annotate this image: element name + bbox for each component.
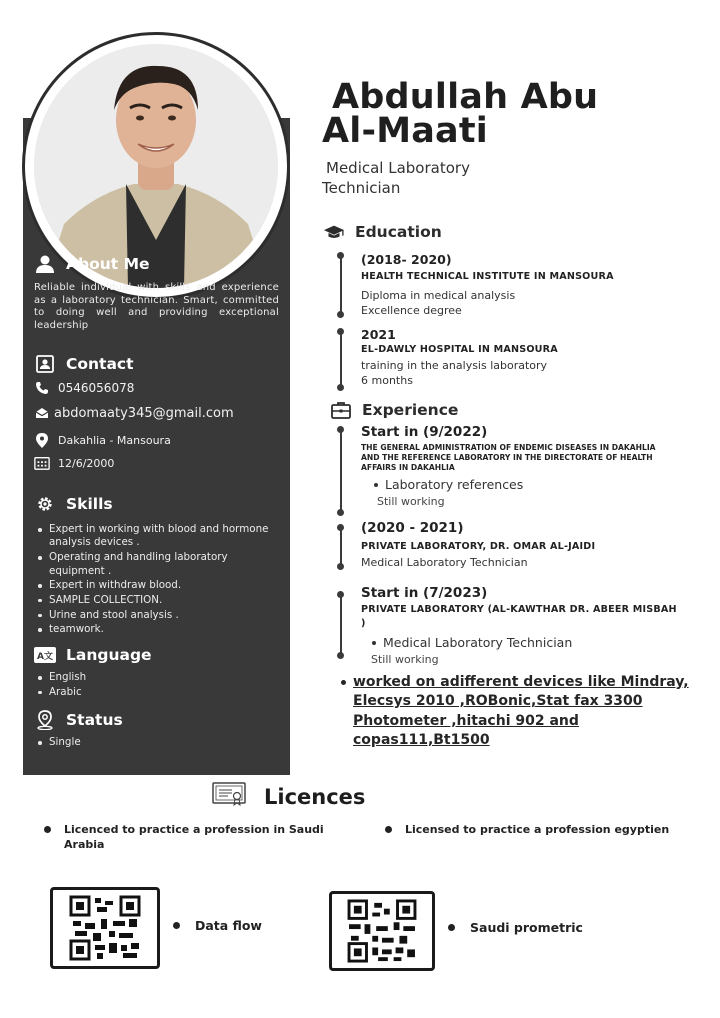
timeline-line xyxy=(340,428,342,512)
timeline-dot xyxy=(337,652,344,659)
experience-entry xyxy=(361,520,691,570)
list-item: teamwork. xyxy=(34,623,279,636)
entry-description: Diploma in medical analysis xyxy=(361,289,516,302)
qr-code-data-flow[interactable] xyxy=(50,887,160,969)
qr-label: Saudi prometric xyxy=(448,920,583,935)
translate-icon xyxy=(34,645,56,665)
contact-email[interactable]: abdomaaty345@gmail.com xyxy=(34,405,234,421)
graduation-cap-icon xyxy=(323,222,345,242)
role-line-1: Medical Laboratory xyxy=(326,159,470,177)
timeline-dot xyxy=(337,509,344,516)
list-item: Operating and handling laboratory equipment . xyxy=(34,551,279,578)
qr-code-saudi-prometric[interactable] xyxy=(329,891,435,971)
list-item: English xyxy=(34,671,279,684)
calendar-icon xyxy=(34,455,50,471)
timeline-dot xyxy=(337,328,344,335)
timeline-dot xyxy=(337,384,344,391)
experience-heading: Experience xyxy=(330,400,458,420)
entry-description: Excellence degree xyxy=(361,304,462,317)
entry-organization: HEALTH TECHNICAL INSTITUTE IN MANSOURA xyxy=(361,271,614,282)
licences-heading: Licences xyxy=(212,782,365,811)
language-section xyxy=(34,645,279,700)
entry-description: training in the analysis laboratory xyxy=(361,359,548,372)
devices-note: worked on adifferent devices like Mindray, Elecsys 2010 ,ROBonic,Stat fax 3300 Photometer ,hitachi 902 and copas111,Bt1500 xyxy=(341,673,691,750)
entry-note: Still working xyxy=(377,495,445,508)
about-text: Reliable individual with skills and experience as a laboratory technician. Smart, committed to doing well and providing exceptional leadership xyxy=(34,282,279,331)
entry-date: (2018- 2020) xyxy=(361,252,452,267)
list-item: Expert in withdraw blood. xyxy=(34,579,279,592)
contact-birthdate: 12/6/2000 xyxy=(34,455,114,471)
certificate-icon xyxy=(212,782,246,811)
timeline-dot xyxy=(337,563,344,570)
qr-code-icon xyxy=(343,899,421,963)
entry-date: 2021 xyxy=(361,327,396,342)
entry-bullet: Laboratory references xyxy=(373,477,661,492)
about-section xyxy=(34,254,279,332)
skills-list xyxy=(34,523,279,637)
entry-date: (2020 - 2021) xyxy=(361,520,464,536)
job-title xyxy=(322,158,470,198)
gear-icon xyxy=(34,494,56,514)
qr-code-icon xyxy=(65,895,145,961)
experience-entry xyxy=(361,585,681,666)
briefcase-icon xyxy=(330,400,352,420)
education-entry xyxy=(361,252,691,318)
location-marker-icon xyxy=(34,710,56,730)
timeline-line xyxy=(340,330,342,388)
licence-item: Licenced to practice a profession in Saudi Arabia xyxy=(44,822,344,852)
entry-organization: PRIVATE LABORATORY, DR. OMAR AL-JAIDI xyxy=(361,541,596,552)
education-entry xyxy=(361,327,691,388)
svg-text:A文: A文 xyxy=(37,652,53,662)
role-line-2: Technician xyxy=(322,179,401,197)
status-list xyxy=(34,736,279,749)
contact-location: Dakahlia - Mansoura xyxy=(34,432,171,448)
full-name xyxy=(322,77,702,151)
contact-card-icon xyxy=(34,354,56,374)
licence-item: Licensed to practice a profession egyptien xyxy=(385,822,675,837)
location-pin-icon xyxy=(34,432,50,448)
name-line-2: Al-Maati xyxy=(322,111,489,151)
timeline-dot xyxy=(337,426,344,433)
language-list xyxy=(34,671,279,699)
language-heading: A文 Language xyxy=(34,645,279,665)
contact-phone[interactable]: 0546056078 xyxy=(34,380,134,396)
qr-label: Data flow xyxy=(173,918,262,933)
contact-heading: Contact xyxy=(34,354,279,374)
education-heading: Education xyxy=(323,222,442,242)
timeline-line xyxy=(340,254,342,314)
experience-entry xyxy=(361,424,661,508)
status-section xyxy=(34,710,279,751)
skills-section xyxy=(34,494,279,638)
entry-date: Start in (9/2022) xyxy=(361,424,488,440)
mail-icon xyxy=(34,405,50,421)
contact-section xyxy=(34,354,279,374)
about-heading: About Me xyxy=(34,254,279,274)
list-item: SAMPLE COLLECTION. xyxy=(34,594,279,607)
entry-date: Start in (7/2023) xyxy=(361,585,488,601)
timeline-dot xyxy=(337,252,344,259)
list-item: Urine and stool analysis . xyxy=(34,609,279,622)
list-item: Arabic xyxy=(34,686,279,699)
entry-description: 6 months xyxy=(361,374,413,387)
skills-heading: Skills xyxy=(34,494,279,514)
list-item: Expert in working with blood and hormone analysis devices . xyxy=(34,523,279,550)
phone-icon xyxy=(34,380,50,396)
entry-organization: THE GENERAL ADMINISTRATION OF ENDEMIC DISEASES IN DAKAHLIA AND THE REFERENCE LABORATORY IN THE DIRECTORATE OF HEALTH AFFAIRS IN DAKAHLIA xyxy=(361,443,656,472)
name-line-1: Abdullah Abu xyxy=(332,77,599,117)
profile-photo xyxy=(34,44,278,288)
entry-note: Still working xyxy=(371,653,439,666)
timeline-dot xyxy=(337,311,344,318)
list-item: Single xyxy=(34,736,279,749)
timeline-line xyxy=(340,526,342,566)
bullet-dot xyxy=(341,680,346,685)
entry-organization: PRIVATE LABORATORY (AL-KAWTHAR DR. ABEER MISBAH ) xyxy=(361,604,677,629)
entry-organization: EL-DAWLY HOSPITAL IN MANSOURA xyxy=(361,344,558,355)
status-heading: Status xyxy=(34,710,279,730)
timeline-line xyxy=(340,593,342,655)
entry-description: Medical Laboratory Technician xyxy=(361,556,528,569)
entry-bullet: Medical Laboratory Technician xyxy=(371,635,681,650)
user-icon xyxy=(34,254,56,274)
